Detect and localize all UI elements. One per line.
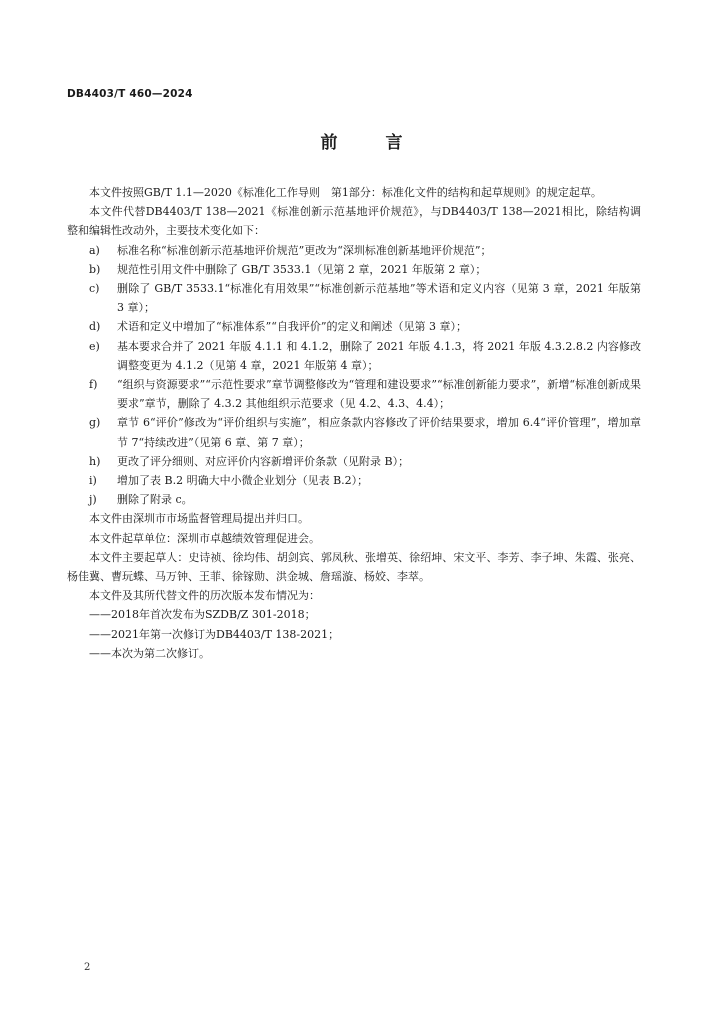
change-item-label: c) bbox=[89, 282, 100, 296]
change-item-label: d) bbox=[89, 320, 101, 334]
change-item-text: 术语和定义中增加了“标准体系”“自我评价”的定义和阐述（见第 3 章）； bbox=[117, 320, 467, 334]
history-item: ——2021年第一次修订为DB4403/T 138-2021； bbox=[89, 627, 340, 641]
change-item bbox=[67, 375, 641, 413]
change-item-label: e) bbox=[89, 339, 100, 353]
page-number: 2 bbox=[84, 962, 91, 973]
change-item-label: g) bbox=[89, 416, 101, 430]
change-item-text: 基本要求合并了 2021 年版 4.1.1 和 4.1.2，删除了 2021 年版 4.1.3，将 2021 年版 4.3.2.8.2 内容修改调整变更为 4.1.2（见第 4 章，2021 年版第 4 章）； bbox=[117, 339, 641, 372]
page-title: 前 言 bbox=[320, 133, 404, 153]
intro-paragraph: 本文件代替DB4403/T 138—2021《标准创新示范基地评价规范》，与DB4403/T 138—2021相比，除结构调整和编辑性改动外，主要技术变化如下： bbox=[67, 205, 641, 238]
change-item-text: “组织与资源要求”“示范性要求”章节调整修改为“管理和建设要求”“标准创新能力要求”，新增“标准创新成果要求”章节，删除了 4.3.2 其他组织示范要求（见 4.2、4.3、4.4）； bbox=[117, 378, 641, 411]
change-item-label: a) bbox=[89, 243, 100, 257]
document-code: DB4403/T 460—2024 bbox=[67, 88, 193, 100]
change-item-label: i) bbox=[89, 474, 97, 488]
change-item bbox=[67, 452, 641, 471]
change-item-text: 标准名称“标准创新示范基地评价规范”更改为“深圳标准创新基地评价规范”； bbox=[117, 243, 492, 257]
change-item bbox=[67, 490, 641, 509]
change-item bbox=[67, 317, 641, 336]
intro-paragraph: 本文件按照GB/T 1.1—2020《标准化工作导则 第1部分：标准化文件的结构和起草规则》的规定起草。 bbox=[89, 186, 602, 199]
change-item-text: 删除了 GB/T 3533.1“标准化有用效果”“标准创新示范基地”等术语和定义内容（见第 3 章，2021 年版第 3 章）； bbox=[117, 282, 641, 315]
change-item-text: 增加了表 B.2 明确大中小微企业划分（见表 B.2）； bbox=[117, 474, 369, 488]
change-item-label: h) bbox=[89, 454, 101, 468]
change-item-text: 章节 6“评价”修改为“评价组织与实施”，相应条款内容修改了评价结果要求，增加 6.4“评价管理”，增加章节 7“持续改进”（见第 6 章、第 7 章）； bbox=[117, 416, 641, 449]
history-intro-paragraph: 本文件及其所代替文件的历次版本发布情况为： bbox=[89, 589, 320, 603]
change-item bbox=[67, 471, 641, 490]
version-history-list bbox=[67, 605, 641, 663]
change-item bbox=[67, 413, 641, 451]
change-item-text: 更改了评分细则、对应评价内容新增评价条款（见附录 B）； bbox=[117, 454, 410, 468]
change-item-label: b) bbox=[89, 262, 101, 276]
history-item: ——2018年首次发布为SZDB/Z 301-2018； bbox=[89, 608, 316, 622]
drafters-paragraph: 本文件主要起草人：史诗祯、徐均伟、胡剑宾、郭凤秋、张增英、徐绍坤、宋文平、李芳、李子坤、朱霞、张亮、杨佳冀、曹玩蝶、马万钟、王菲、徐镓勋、洪金城、詹瑶漩、杨姣、李萃。 bbox=[67, 550, 641, 584]
change-item bbox=[67, 279, 641, 317]
change-item-text: 规范性引用文件中删除了 GB/T 3533.1（见第 2 章，2021 年版第 2 章）； bbox=[117, 262, 487, 276]
changes-list bbox=[67, 241, 641, 510]
change-item-label: j) bbox=[89, 493, 97, 507]
drafting-unit-paragraph: 本文件起草单位：深圳市卓越绩效管理促进会。 bbox=[89, 531, 320, 545]
change-item bbox=[67, 337, 641, 375]
document-body bbox=[67, 183, 641, 663]
change-item-text: 删除了附录 c。 bbox=[117, 493, 193, 507]
change-item bbox=[67, 241, 641, 260]
change-item-label: f) bbox=[89, 378, 98, 392]
proposer-paragraph: 本文件由深圳市市场监督管理局提出并归口。 bbox=[89, 512, 309, 526]
history-item: ——本次为第二次修订。 bbox=[89, 646, 210, 660]
change-item bbox=[67, 260, 641, 279]
